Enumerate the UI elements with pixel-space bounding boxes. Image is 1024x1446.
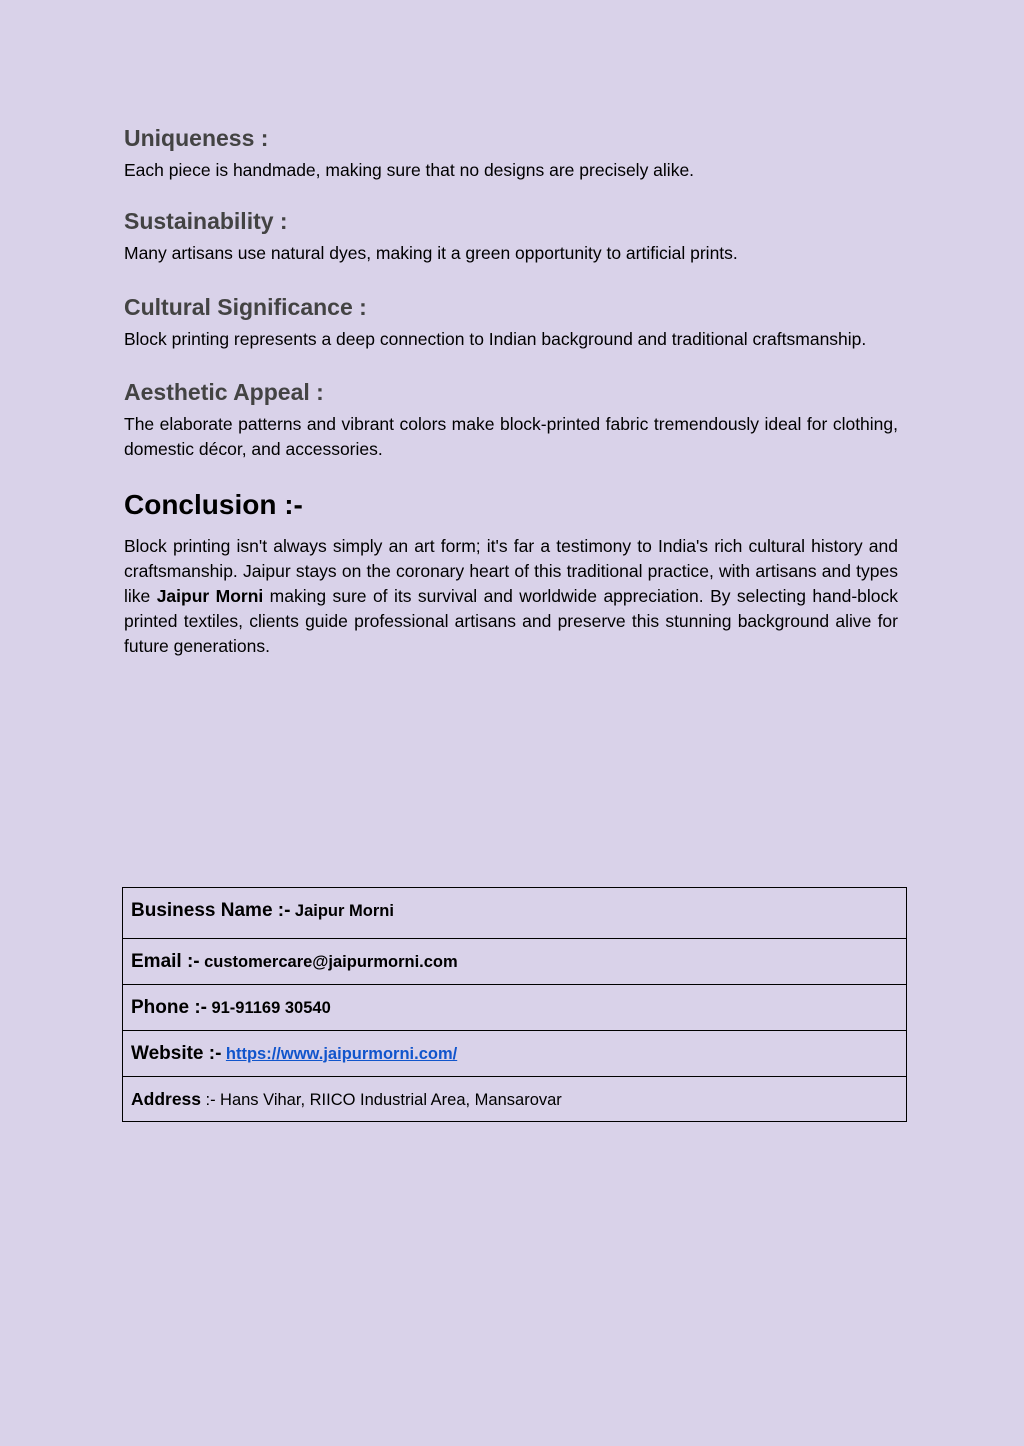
phone-value: 91-91169 30540 <box>211 998 331 1017</box>
address-label: Address <box>131 1088 202 1109</box>
conclusion-paragraph <box>124 534 898 659</box>
document-body <box>124 122 898 659</box>
contact-row-email <box>123 939 907 985</box>
section-heading: Cultural Significance : <box>124 294 367 320</box>
section-uniqueness <box>124 122 898 183</box>
contact-row-phone <box>123 985 907 1031</box>
business-name-label: Business Name :- <box>131 900 291 921</box>
contact-cell-address <box>123 1077 907 1122</box>
conclusion-heading: Conclusion :- <box>124 489 303 520</box>
section-aesthetic-appeal <box>124 376 898 462</box>
section-heading: Uniqueness : <box>124 125 269 151</box>
contact-table <box>122 887 907 1122</box>
address-value: Hans Vihar, RIICO Industrial Area, Mansarovar <box>220 1090 562 1109</box>
section-heading: Sustainability : <box>124 208 288 234</box>
business-name-value: Jaipur Morni <box>294 902 394 920</box>
contact-row-website <box>123 1031 907 1077</box>
email-value: customercare@jaipurmorni.com <box>204 952 458 971</box>
contact-cell-phone <box>123 985 907 1031</box>
contact-row-business <box>123 888 907 939</box>
conclusion-text-before: Block printing isn't always simply an art form; it's far a testimony to India's rich cultural history and craftsmanship. Jaipur stays on the coronary heart of this traditional practice, with artisans and types like <box>124 536 898 606</box>
phone-label: Phone :- <box>131 996 207 1018</box>
contact-cell-website <box>123 1031 907 1077</box>
section-paragraph: Many artisans use natural dyes, making it a green opportunity to artificial prints. <box>124 243 738 263</box>
website-link[interactable]: https://www.jaipurmorni.com/ <box>225 1044 458 1063</box>
contact-cell-business <box>123 888 907 939</box>
website-label: Website :- <box>131 1042 222 1064</box>
address-separator: :- <box>205 1090 216 1109</box>
contact-cell-email <box>123 939 907 985</box>
email-label: Email :- <box>131 950 200 972</box>
section-paragraph: Each piece is handmade, making sure that no designs are precisely alike. <box>124 160 695 180</box>
section-conclusion <box>124 488 898 659</box>
section-heading: Aesthetic Appeal : <box>124 379 324 405</box>
contact-row-address <box>123 1077 907 1122</box>
section-paragraph: Block printing represents a deep connection to Indian background and traditional craftsmanship. <box>124 329 867 349</box>
conclusion-text-after: making sure of its survival and worldwide appreciation. By selecting hand-block printed textiles, clients guide professional artisans and preserve this stunning background alive for future generations. <box>124 586 899 656</box>
conclusion-brand: Jaipur Morni <box>156 586 264 606</box>
section-paragraph: The elaborate patterns and vibrant colors make block-printed fabric tremendously ideal for clothing, domestic décor, and accessories. <box>124 414 898 459</box>
section-sustainability <box>124 205 898 266</box>
section-cultural-significance <box>124 291 898 352</box>
